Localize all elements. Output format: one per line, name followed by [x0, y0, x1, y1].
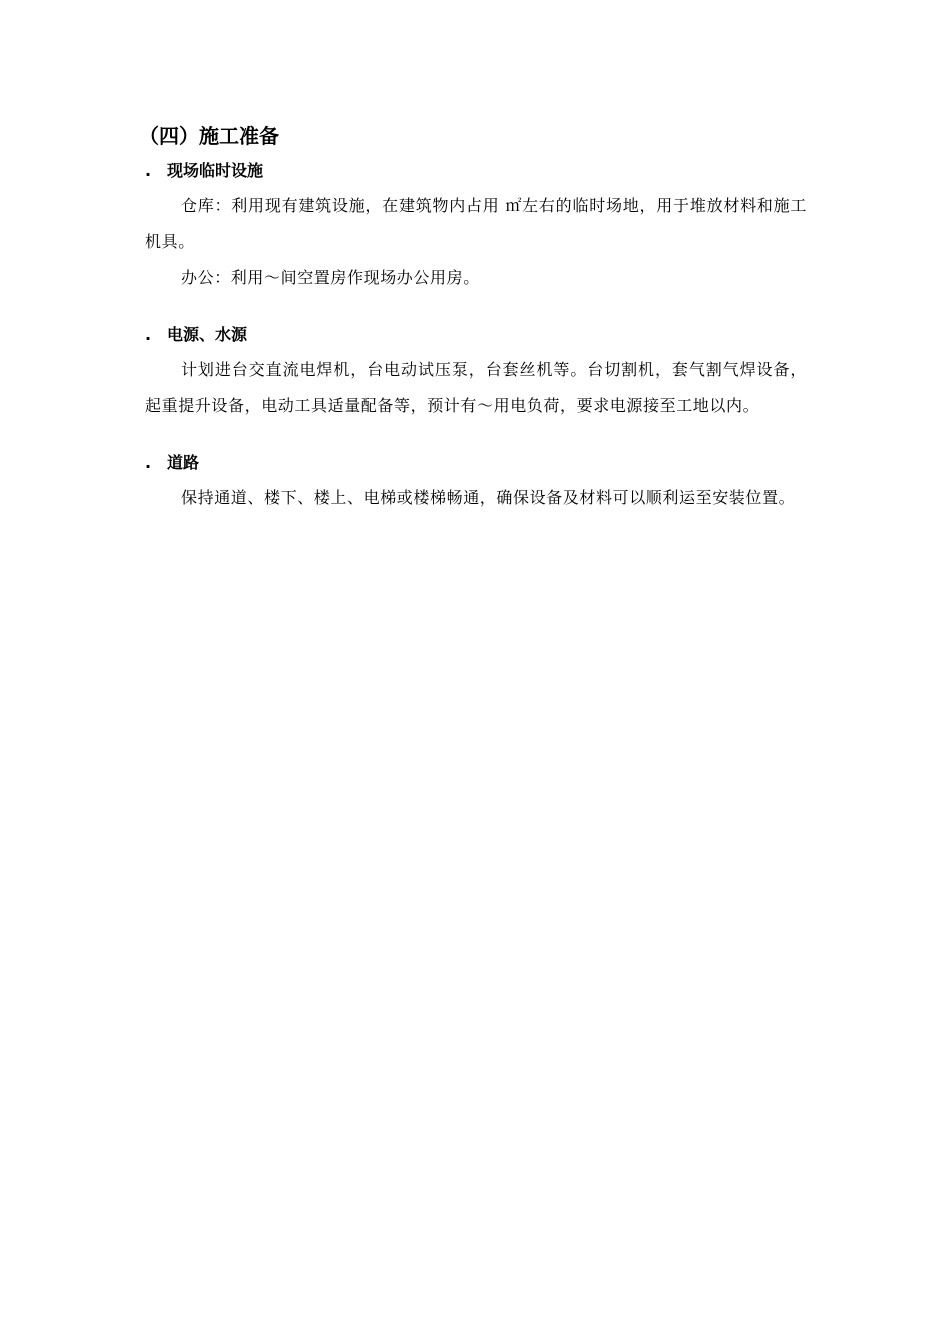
- section-heading: [145, 322, 807, 348]
- section-heading-text: 电源、水源: [167, 325, 248, 344]
- section-spacer: [145, 296, 807, 322]
- document-page: [139, 120, 807, 516]
- section-power-water: [145, 322, 807, 424]
- paragraph-warehouse: 仓库：利用现有建筑设施，在建筑物内占用 ㎡左右的临时场地，用于堆放材料和施工机具。: [145, 196, 807, 251]
- chapter-title: （四）施工准备: [139, 124, 279, 148]
- section-heading: [145, 158, 807, 184]
- section-roads: [145, 450, 807, 516]
- section-heading-text: 现场临时设施: [167, 161, 264, 180]
- section-heading: [145, 450, 807, 476]
- section-site-facilities: [145, 158, 807, 296]
- section-number-dot: .: [145, 325, 152, 344]
- section-number-dot: .: [145, 453, 152, 472]
- section-spacer: [145, 424, 807, 450]
- section-heading-text: 道路: [167, 453, 200, 472]
- section-number-dot: .: [145, 161, 152, 180]
- paragraph-roads: 保持通道、楼下、楼上、电梯或楼梯畅通，确保设备及材料可以顺利运至安装位置。: [181, 488, 796, 507]
- paragraph-power-plan: 计划进台交直流电焊机，台电动试压泵，台套丝机等。台切割机，套气割气焊设备，起重提升设备，电动工具适量配备等，预计有～用电负荷，要求电源接至工地以内。: [145, 360, 807, 415]
- paragraph-office: 办公：利用～间空置房作现场办公用房。: [181, 268, 480, 287]
